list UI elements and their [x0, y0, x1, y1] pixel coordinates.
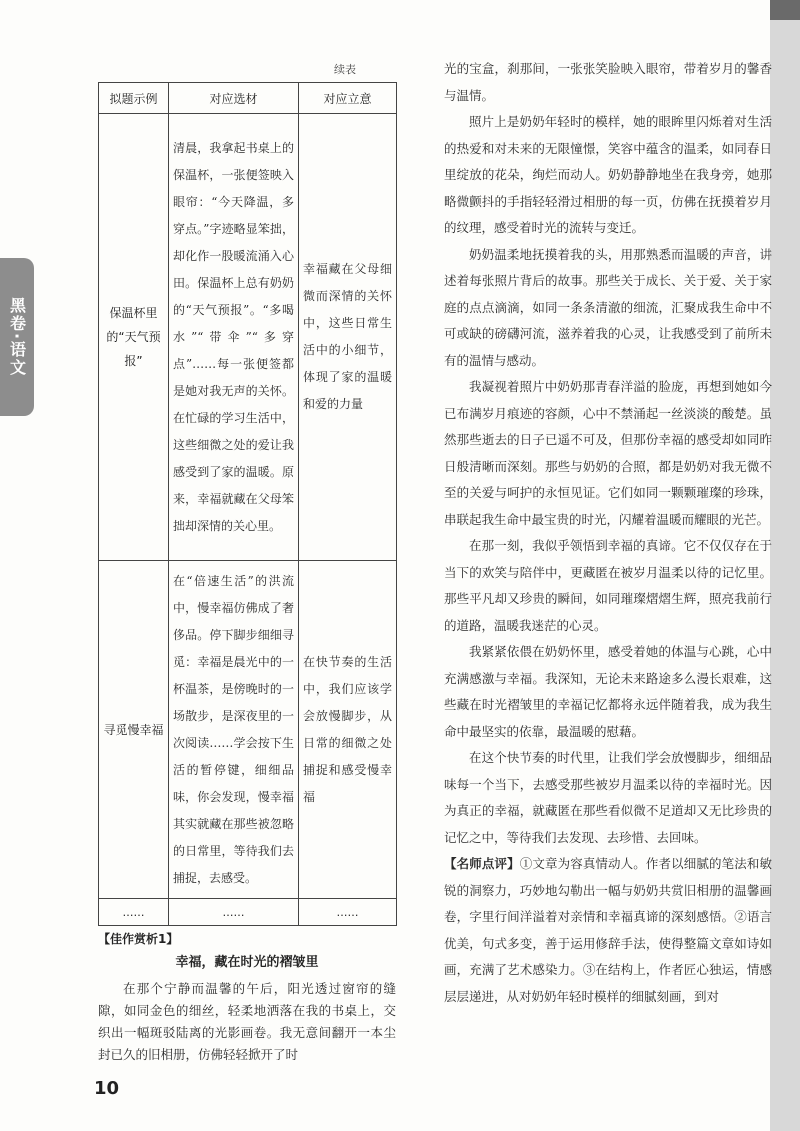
row-idea: 幸福藏在父母细微而深情的关怀中，这些日常生活中的小细节，体现了家的温暖和爱的力量: [299, 114, 397, 561]
ellipsis-cell: ……: [169, 899, 299, 926]
page-edge-band: [770, 0, 800, 1131]
row-material: 在“倍速生活”的洪流中，慢幸福仿佛成了奢侈品。停下脚步细细寻觅：幸福是晨光中的一杯温茶，是傍晚时的一场散步，是深夜里的一次阅读……学会按下生活的暂停键，细细品味，你会发现，慢幸福其实就藏在那些被忽略的日常里，等待我们去捕捉，去感受。: [169, 561, 299, 899]
table-caption: 续表: [334, 63, 356, 76]
essay-paragraph: 在那一刻，我似乎领悟到幸福的真谛。它不仅仅存在于当下的欢笑与陪伴中，更藏匿在被岁月温柔以待的记忆里。那些平凡却又珍贵的瞬间，如同璀璨熠熠生辉，照亮我前行的道路，温暖我迷茫的心灵。: [444, 538, 772, 633]
table-row: [99, 114, 397, 561]
table-header-row: [99, 83, 397, 114]
header-title: 拟题示例: [99, 83, 169, 114]
essay-paragraph: 我紧紧依偎在奶奶怀里，感受着她的体温与心跳，心中充满感激与幸福。我深知，无论未来路途多么漫长艰难，这些藏在时光褶皱里的幸福记忆都将永远伴随着我，成为我生命中最坚实的依靠，最温暖的慰藉。: [444, 644, 772, 739]
essay-paragraph: 照片上是奶奶年轻时的模样，她的眼眸里闪烁着对生活的热爱和对未来的无限憧憬，笑容中蕴含的温柔，如同春日里绽放的花朵，绚烂而动人。奶奶静静地坐在我身旁，她那略微颤抖的手指轻轻滑过相册的每一页，仿佛在抚摸着岁月的纹理，感受着时光的流转与变迁。: [444, 114, 772, 235]
essay-paragraph: 在这个快节奏的时代里，让我们学会放慢脚步，细细品味每一个当下，去感受那些被岁月温柔以待的幸福时光。因为真正的幸福，就藏匿在那些看似微不足道却又无比珍贵的记忆之中，等待我们去发现、去珍惜、去回味。: [444, 750, 772, 845]
row-title: 保温杯里的“天气预报”: [99, 114, 169, 561]
page-edge-dark: [770, 0, 800, 20]
essay-start: [98, 924, 396, 1066]
essay-continued: [444, 56, 772, 1010]
comment-text: ①文章为容真情动人。作者以细腻的笔法和敏锐的洞察力，巧妙地勾勒出一幅与奶奶共赏旧相册的温馨画卷，字里行间洋溢着对亲情和幸福真谛的深刻感悟。②语言优美，句式多变，善于运用修辞手法，使得整篇文章如诗如画，充满了艺术感染力。③在结构上，作者匠心独运，情感层层递进，从对奶奶年轻时模样的细腻刻画，到对: [444, 856, 772, 1004]
row-idea: 在快节奏的生活中，我们应该学会放慢脚步，从日常的细微之处捕捉和感受慢幸福: [299, 561, 397, 899]
row-title: 寻觅慢幸福: [99, 561, 169, 899]
ellipsis-cell: ……: [99, 899, 169, 926]
essay-paragraph: 光的宝盒，刹那间，一张张笑脸映入眼帘，带着岁月的馨香与温情。: [444, 61, 772, 103]
essay-title: 幸福，藏在时光的褶皱里: [175, 955, 319, 970]
header-material: 对应选材: [169, 83, 299, 114]
row-material: 清晨，我拿起书桌上的保温杯，一张便签映入眼帘：“今天降温，多穿点。”字迹略显笨拙，却化作一股暖流涌入心田。保温杯上总有奶奶的“天气预报”。“多喝水”“带伞”“多穿点”……每一张便签都是她对我无声的关怀。在忙碌的学习生活中，这些细微之处的爱让我感受到了家的温暖。原来，幸福就藏在父母笨拙却深情的关心里。: [169, 114, 299, 561]
essay-paragraph: 在那个宁静而温馨的午后，阳光透过窗帘的缝隙，如同金色的细丝，轻柔地洒落在我的书桌上，交织出一幅斑驳陆离的光影画卷。我无意间翻开一本尘封已久的旧相册，仿佛轻轻掀开了时: [98, 981, 396, 1062]
side-tab: 黑卷·语文: [0, 258, 34, 416]
section-heading: 【佳作赏析1】: [98, 932, 179, 946]
topic-table: [98, 82, 397, 926]
essay-paragraph: 我凝视着照片中奶奶那青春洋溢的脸庞，再想到她如今已布满岁月痕迹的容颜，心中不禁涌起一丝淡淡的酸楚。虽然那些逝去的日子已遥不可及，但那份幸福的感受却如同昨日般清晰而深刻。那些与奶奶的合照，都是奶奶对我无微不至的关爱与呵护的永恒见证。它们如同一颗颗璀璨的珍珠，串联起我生命中最宝贵的时光，闪耀着温暖而耀眼的光芒。: [444, 379, 772, 527]
teacher-comment: [444, 851, 772, 1010]
comment-label: 【名师点评】: [444, 856, 520, 871]
ellipsis-cell: ……: [299, 899, 397, 926]
table-row: [99, 561, 397, 899]
header-idea: 对应立意: [299, 83, 397, 114]
page-number: 10: [94, 1078, 120, 1099]
table-row-ellipsis: [99, 899, 397, 926]
essay-paragraph: 奶奶温柔地抚摸着我的头，用那熟悉而温暖的声音，讲述着每张照片背后的故事。那些关于成长、关于爱、关于家庭的点点滴滴，如同一条条清澈的细流，汇聚成我生命中不可或缺的磅礴河流，滋养着我的心灵，让我感受到了前所未有的温情与感动。: [444, 246, 772, 368]
